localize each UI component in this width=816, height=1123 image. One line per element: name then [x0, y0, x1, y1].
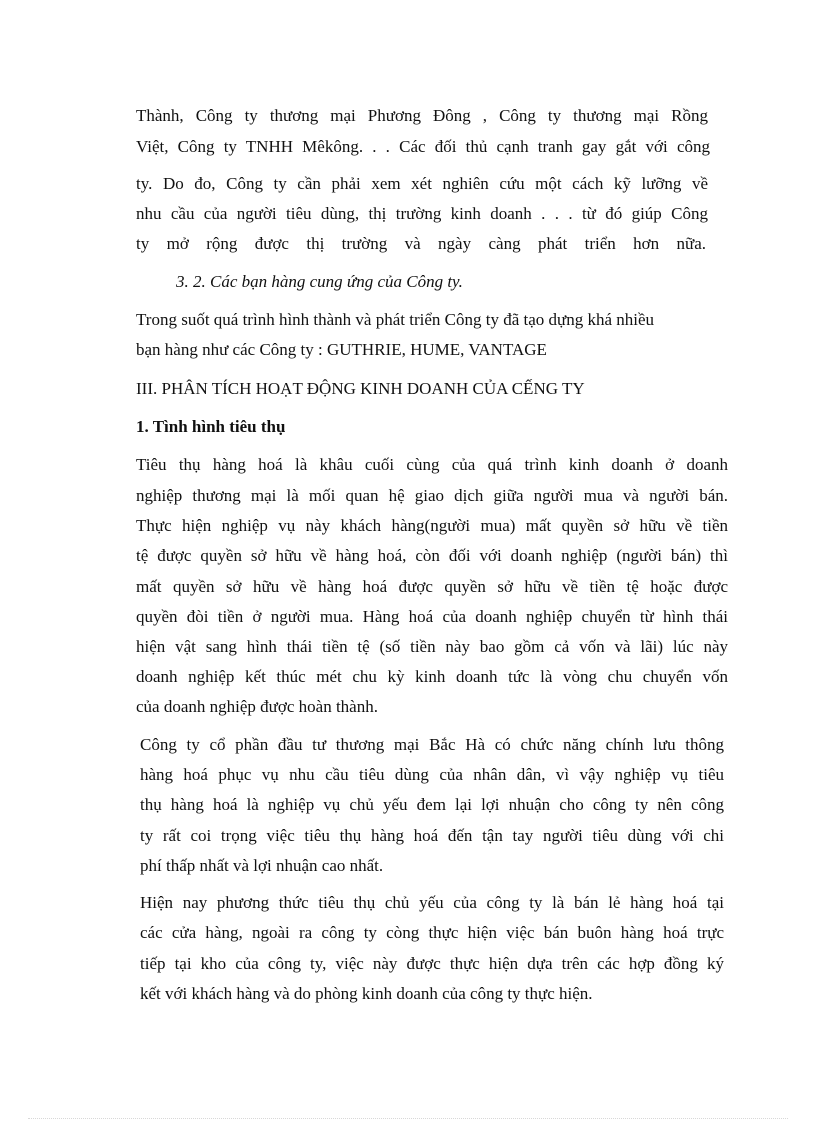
text-line: hàng hoá phục vụ nhu cầu tiêu dùng của nhân dân, vì vậy nghiệp vụ tiêu	[140, 765, 724, 784]
text-line: thụ hàng hoá là nghiệp vụ chủ yếu đem lại lợi nhuận cho công ty nên công	[140, 795, 724, 814]
text-line: phí thấp nhất và lợi nhuận cao nhất.	[140, 856, 384, 875]
text-line: Công ty cổ phần đầu tư thương mại Bắc Hà có chức năng chính lưu thông	[140, 735, 724, 754]
text-line: của doanh nghiệp được hoàn thành.	[136, 697, 378, 716]
text-line: doanh nghiệp kết thúc mét chu kỳ kinh doanh tức là vòng chu chuyển vốn	[136, 667, 728, 686]
text-line: nhu cầu của người tiêu dùng, thị trường kinh doanh . . . từ đó giúp Công	[136, 204, 708, 223]
text-line: bạn hàng như các Công ty : GUTHRIE, HUME, VANTAGE	[136, 340, 547, 359]
text-line: Hiện nay phương thức tiêu thụ chủ yếu của công ty là bán lẻ hàng hoá tại	[140, 893, 724, 912]
text-line: ty rất coi trọng việc tiêu thụ hàng hoá đến tận tay người tiêu dùng với chi	[140, 826, 724, 845]
text-line: hiện vật sang hình thái tiền tệ (số tiền này bao gồm cả vốn và lãi) lúc này	[136, 637, 728, 656]
page-bottom-rule	[28, 1118, 788, 1119]
text-line: ty mở rộng được thị trường và ngày càng phát triển hơn nữa.	[136, 234, 706, 253]
text-line: Việt, Công ty TNHH Mêkông. . . Các đối thủ cạnh tranh gay gắt với công	[136, 137, 710, 156]
text-line: quyền đòi tiền ở người mua. Hàng hoá của doanh nghiệp chuyển từ hình thái	[136, 607, 728, 626]
text-line: các cửa hàng, ngoài ra công ty còng thực hiện việc bán buôn hàng hoá trực	[140, 923, 724, 942]
text-line: kết với khách hàng và do phòng kinh doanh của công ty thực hiện.	[140, 984, 593, 1003]
heading-consumption: 1. Tình hình tiêu thụ	[136, 417, 286, 436]
section-heading-iii: III. PHÂN TÍCH HOẠT ĐỘNG KINH DOANH CỦA CẾNG TY	[136, 379, 585, 398]
subheading-suppliers: 3. 2. Các bạn hàng cung ứng của Công ty.	[176, 272, 463, 291]
text-line: Thực hiện nghiệp vụ này khách hàng(người mua) mất quyền sở hữu về tiền	[136, 516, 728, 535]
text-line: Trong suốt quá trình hình thành và phát triển Công ty đã tạo dựng khá nhiều	[136, 310, 655, 329]
text-line: nghiệp thương mại là mối quan hệ giao dịch giữa người mua và người bán.	[136, 486, 728, 505]
text-line: tệ được quyền sở hữu về hàng hoá, còn đối với doanh nghiệp (người bán) thì	[136, 546, 728, 565]
text-line: mất quyền sở hữu về hàng hoá được quyền sở hữu về tiền tệ hoặc được	[136, 577, 728, 596]
text-line: Thành, Công ty thương mại Phương Đông , Công ty thương mại Rồng	[136, 106, 708, 125]
text-line: tiếp tại kho của công ty, việc này được thực hiện dựa trên các hợp đồng ký	[140, 954, 724, 973]
text-line: Tiêu thụ hàng hoá là khâu cuối cùng của quá trình kinh doanh ở doanh	[136, 455, 728, 474]
text-line: ty. Do đo, Công ty cần phải xem xét nghiên cứu một cách kỹ lưỡng về	[136, 174, 708, 193]
